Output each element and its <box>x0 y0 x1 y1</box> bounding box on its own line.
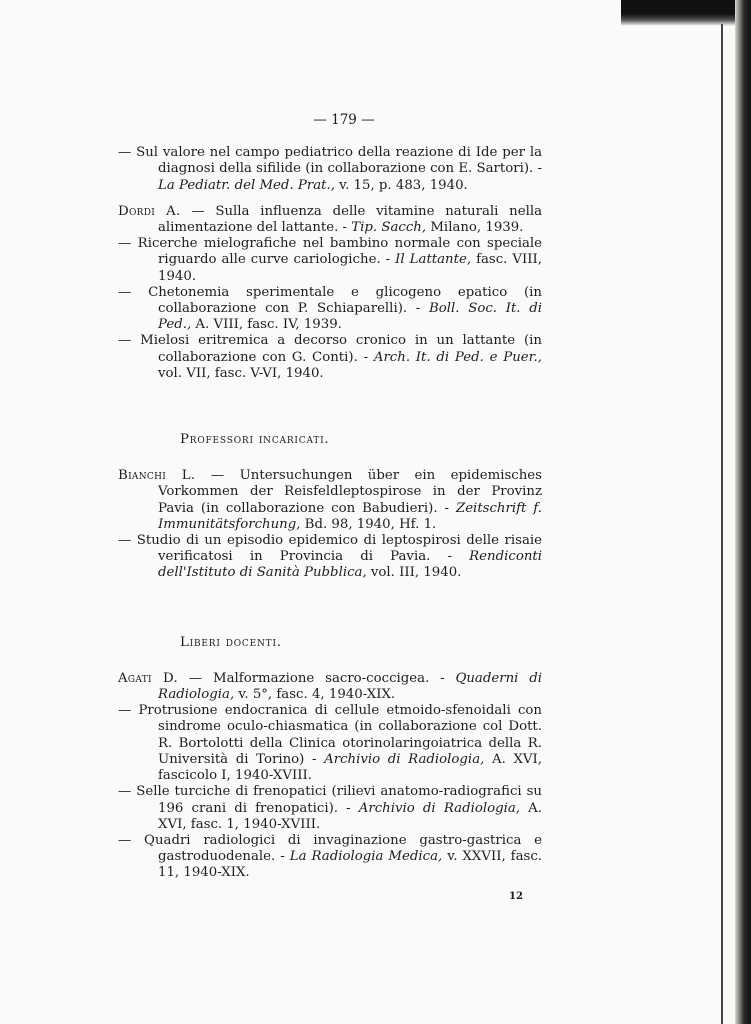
author-name: Agati D. <box>118 670 179 686</box>
bibliography-group-agati <box>118 671 542 882</box>
bibliography-item: — Selle turciche di frenopatici (rilievi anatomo-radiografici su 196 crani di frenopatici). - Archivio di Radiologia, A. XVI, fasc. 1, 1940-XVIII. <box>118 784 543 832</box>
page-number: — 179 — <box>313 112 375 128</box>
signature-mark: 12 <box>509 891 523 902</box>
scan-edge-line <box>721 24 723 1024</box>
section-heading-professori: Professori incaricati. <box>180 432 330 448</box>
section-heading-liberi-docenti: Liberi docenti. <box>180 634 282 650</box>
bibliography-item: Bianchi L. — Untersuchungen über ein epidemisches Vorkommen der Reisfeldleptospirose in der Provinz Pavia (in collaborazione con Babudieri). - Zeitschrift f. Immunitätsforchung, Bd. 98, 1940, Hf. 1. <box>118 468 542 532</box>
bibliography-group-bianchi <box>118 468 542 581</box>
page-content <box>118 112 542 892</box>
bibliography-item: Agati D. — Malformazione sacro-coccigea. - Quaderni di Radiologia, v. 5°, fasc. 4, 1940-XIX. <box>118 670 543 703</box>
bibliography-item: — Chetonemia sperimentale e glicogeno epatico (in collaborazione con P. Schiaparelli). - Boll. Soc. It. di Ped., A. VIII, fasc. IV, 1939. <box>118 284 542 333</box>
scan-edge-top <box>621 0 751 26</box>
bibliography-item: — Mielosi eritremica a decorso cronico in un lattante (in collaborazione con G. Conti). - Arch. It. di Ped. e Puer., vol. VII, fasc. V-VI, 1940. <box>118 333 542 381</box>
bibliography-item: — Sul valore nel campo pediatrico della reazione di Ide per la diagnosi della sifilide (in collaborazione con E. Sartori). - La Pediatr. del Med. Prat., v. 15, p. 483, 1940. <box>118 145 542 193</box>
bibliography-item: — Studio di un episodio epidemico di leptospirosi delle risaie verificatosi in Provincia di Pavia. - Rendiconti dell'Istituto di Sanità Pubblica, vol. III, 1940. <box>118 533 542 581</box>
bibliography-item: — Quadri radiologici di invaginazione gastro-gastrica e gastroduodenale. - La Radiologia Medica, v. XXVII, fasc. 11, 1940-XIX. <box>118 832 542 881</box>
author-name: Dordi A. <box>118 203 181 219</box>
bibliography-item: — Protrusione endocranica di cellule etmoido-sfenoidali con sindrome oculo-chiasmatica (in collaborazione col Dott. R. Bortolotti della Clinica otorinolaringoiatrica della R. Università di Torino) - Archivio di Radiologia, A. XVI, fascicolo I, 1940-XVIII. <box>118 703 542 784</box>
author-name: Bianchi L. <box>118 468 196 484</box>
scan-edge-right <box>735 0 751 1024</box>
bibliography-group-1 <box>118 145 542 194</box>
bibliography-item: Dordi A. — Sulla influenza delle vitamine naturali nella alimentazione del lattante. - Tip. Sacch, Milano, 1939. <box>118 203 542 236</box>
bibliography-item: — Ricerche mielografiche nel bambino normale con speciale riguardo alle curve cariologiche. - Il Lattante, fasc. VIII, 1940. <box>118 236 543 284</box>
bibliography-group-dordi <box>118 204 542 382</box>
